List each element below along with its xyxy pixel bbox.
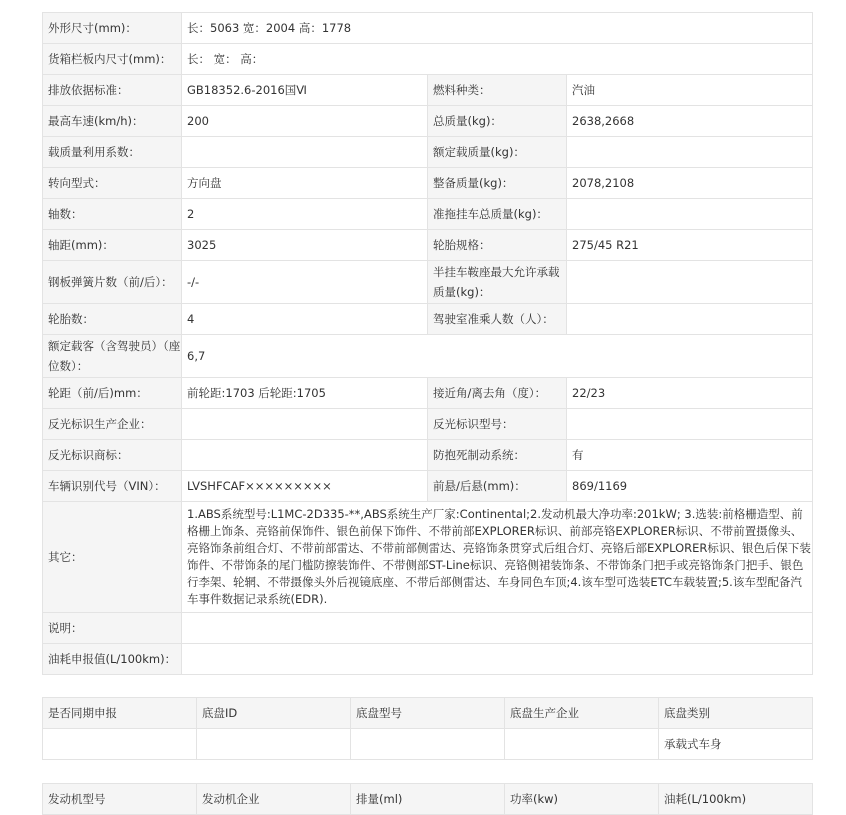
chassis-header-model: 底盘型号 <box>351 698 505 729</box>
engine-header-maker: 发动机企业 <box>197 784 351 815</box>
chassis-table <box>42 697 813 760</box>
chassis-cell-id <box>197 729 351 760</box>
trailer-value <box>567 199 813 230</box>
saddle-label: 半挂车鞍座最大允许承载质量(kg)： <box>428 261 567 304</box>
track-value: 前轮距:1703 后轮距:1705 <box>182 378 428 409</box>
emission-label: 排放依据标准： <box>43 75 182 106</box>
vin-value: LVSHFCAF××××××××× <box>182 471 428 502</box>
chassis-cell-type: 承载式车身 <box>659 729 813 760</box>
spec-row-steering <box>43 168 813 199</box>
note-value <box>182 613 813 644</box>
emission-value: GB18352.6-2016国Ⅵ <box>182 75 428 106</box>
chassis-header-type: 底盘类别 <box>659 698 813 729</box>
spec-row-spring <box>43 261 813 304</box>
curb-label: 整备质量(kg)： <box>428 168 567 199</box>
reflector-model-value <box>567 409 813 440</box>
spec-row-wheelbase <box>43 230 813 261</box>
trailer-label: 准拖挂车总质量(kg)： <box>428 199 567 230</box>
seats-value: 6,7 <box>182 335 813 378</box>
engine-header-consumption: 油耗(L/100km) <box>659 784 813 815</box>
spec-row-axles <box>43 199 813 230</box>
tire-spec-label: 轮胎规格： <box>428 230 567 261</box>
cab-label: 驾驶室准乘人数（人）： <box>428 304 567 335</box>
fuel-cons-value <box>182 644 813 675</box>
wheelbase-label: 轴距(mm)： <box>43 230 182 261</box>
dims-value: 长：5063 宽：2004 高：1778 <box>182 13 813 44</box>
approach-label: 接近角/离去角（度）： <box>428 378 567 409</box>
spec-row-vin <box>43 471 813 502</box>
chassis-header-maker: 底盘生产企业 <box>505 698 659 729</box>
spec-row-reflector-maker <box>43 409 813 440</box>
spec-row-track <box>43 378 813 409</box>
dims-label: 外形尺寸(mm)： <box>43 13 182 44</box>
engine-header-row <box>43 784 813 815</box>
wheelbase-value: 3025 <box>182 230 428 261</box>
chassis-cell-maker <box>505 729 659 760</box>
abs-value: 有 <box>567 440 813 471</box>
spec-row-speed <box>43 106 813 137</box>
tires-value: 4 <box>182 304 428 335</box>
chassis-header-row <box>43 698 813 729</box>
reflector-maker-label: 反光标识生产企业： <box>43 409 182 440</box>
other-label: 其它： <box>43 502 182 613</box>
spec-row-fuel-consumption <box>43 644 813 675</box>
approach-value: 22/23 <box>567 378 813 409</box>
axles-label: 轴数： <box>43 199 182 230</box>
reflector-model-label: 反光标识型号： <box>428 409 567 440</box>
saddle-value <box>567 261 813 304</box>
tire-spec-value: 275/45 R21 <box>567 230 813 261</box>
chassis-header-sync: 是否同期申报 <box>43 698 197 729</box>
spec-row-load <box>43 137 813 168</box>
fuel-cons-label: 油耗申报值(L/100km)： <box>43 644 182 675</box>
chassis-data-row <box>43 729 813 760</box>
seats-label: 额定载客（含驾驶员）（座位数）： <box>43 335 182 378</box>
spec-row-seats <box>43 335 813 378</box>
cab-value <box>567 304 813 335</box>
engine-header-model: 发动机型号 <box>43 784 197 815</box>
overhang-value: 869/1169 <box>567 471 813 502</box>
engine-header-displacement: 排量(ml) <box>351 784 505 815</box>
spec-row-cargo <box>43 44 813 75</box>
vin-label: 车辆识别代号（VIN）： <box>43 471 182 502</box>
track-label: 轮距（前/后)mm： <box>43 378 182 409</box>
steering-value: 方向盘 <box>182 168 428 199</box>
chassis-cell-sync <box>43 729 197 760</box>
chassis-cell-model <box>351 729 505 760</box>
spec-table <box>42 12 813 675</box>
axles-value: 2 <box>182 199 428 230</box>
total-mass-value: 2638,2668 <box>567 106 813 137</box>
speed-value: 200 <box>182 106 428 137</box>
spec-row-tires <box>43 304 813 335</box>
fuel-value: 汽油 <box>567 75 813 106</box>
load-util-value <box>182 137 428 168</box>
cargo-value: 长： 宽： 高： <box>182 44 813 75</box>
engine-table <box>42 783 813 815</box>
curb-value: 2078,2108 <box>567 168 813 199</box>
spec-row-note <box>43 613 813 644</box>
note-label: 说明： <box>43 613 182 644</box>
reflector-maker-value <box>182 409 428 440</box>
spec-row-other <box>43 502 813 613</box>
rated-load-label: 额定载质量(kg)： <box>428 137 567 168</box>
total-mass-label: 总质量(kg)： <box>428 106 567 137</box>
rated-load-value <box>567 137 813 168</box>
steering-label: 转向型式： <box>43 168 182 199</box>
abs-label: 防抱死制动系统： <box>428 440 567 471</box>
spring-value: -/- <box>182 261 428 304</box>
overhang-label: 前悬/后悬(mm)： <box>428 471 567 502</box>
reflector-brand-label: 反光标识商标： <box>43 440 182 471</box>
other-value: 1.ABS系统型号:L1MC-2D335-**,ABS系统生产厂家:Continental;2.发动机最大净功率:201kW; 3.选装:前格栅造型、前格栅上饰条、亮铬前保饰件、银色前保下饰件、不带前部EXPLORER标识、前部亮铬EXPLORER标识、不带前置摄像头、亮铬饰条前组合灯、不带前部雷达、不带前部侧雷达、亮铬饰条贯穿式后组合灯、亮铬后部EXPLORER标识、银色后保下装饰件、不带饰条的尾门槛防擦装饰件、不带侧部ST-Line标识、亮铬侧裙装饰条、不带饰条门把手或亮铬饰条门把手、银色行李架、轮辋、不带摄像头外后视镜底座、不带后部侧雷达、车身同色车顶;4.该车型可选装ETC车载装置;5.该车型配备汽车事件数据记录系统(EDR). <box>182 502 813 613</box>
engine-header-power: 功率(kw) <box>505 784 659 815</box>
speed-label: 最高车速(km/h)： <box>43 106 182 137</box>
spec-row-dims <box>43 13 813 44</box>
tires-label: 轮胎数： <box>43 304 182 335</box>
reflector-brand-value <box>182 440 428 471</box>
spec-row-reflector-brand <box>43 440 813 471</box>
spring-label: 钢板弹簧片数（前/后）： <box>43 261 182 304</box>
fuel-label: 燃料种类： <box>428 75 567 106</box>
chassis-header-id: 底盘ID <box>197 698 351 729</box>
load-util-label: 载质量利用系数： <box>43 137 182 168</box>
spec-row-emission <box>43 75 813 106</box>
cargo-label: 货箱栏板内尺寸(mm)： <box>43 44 182 75</box>
